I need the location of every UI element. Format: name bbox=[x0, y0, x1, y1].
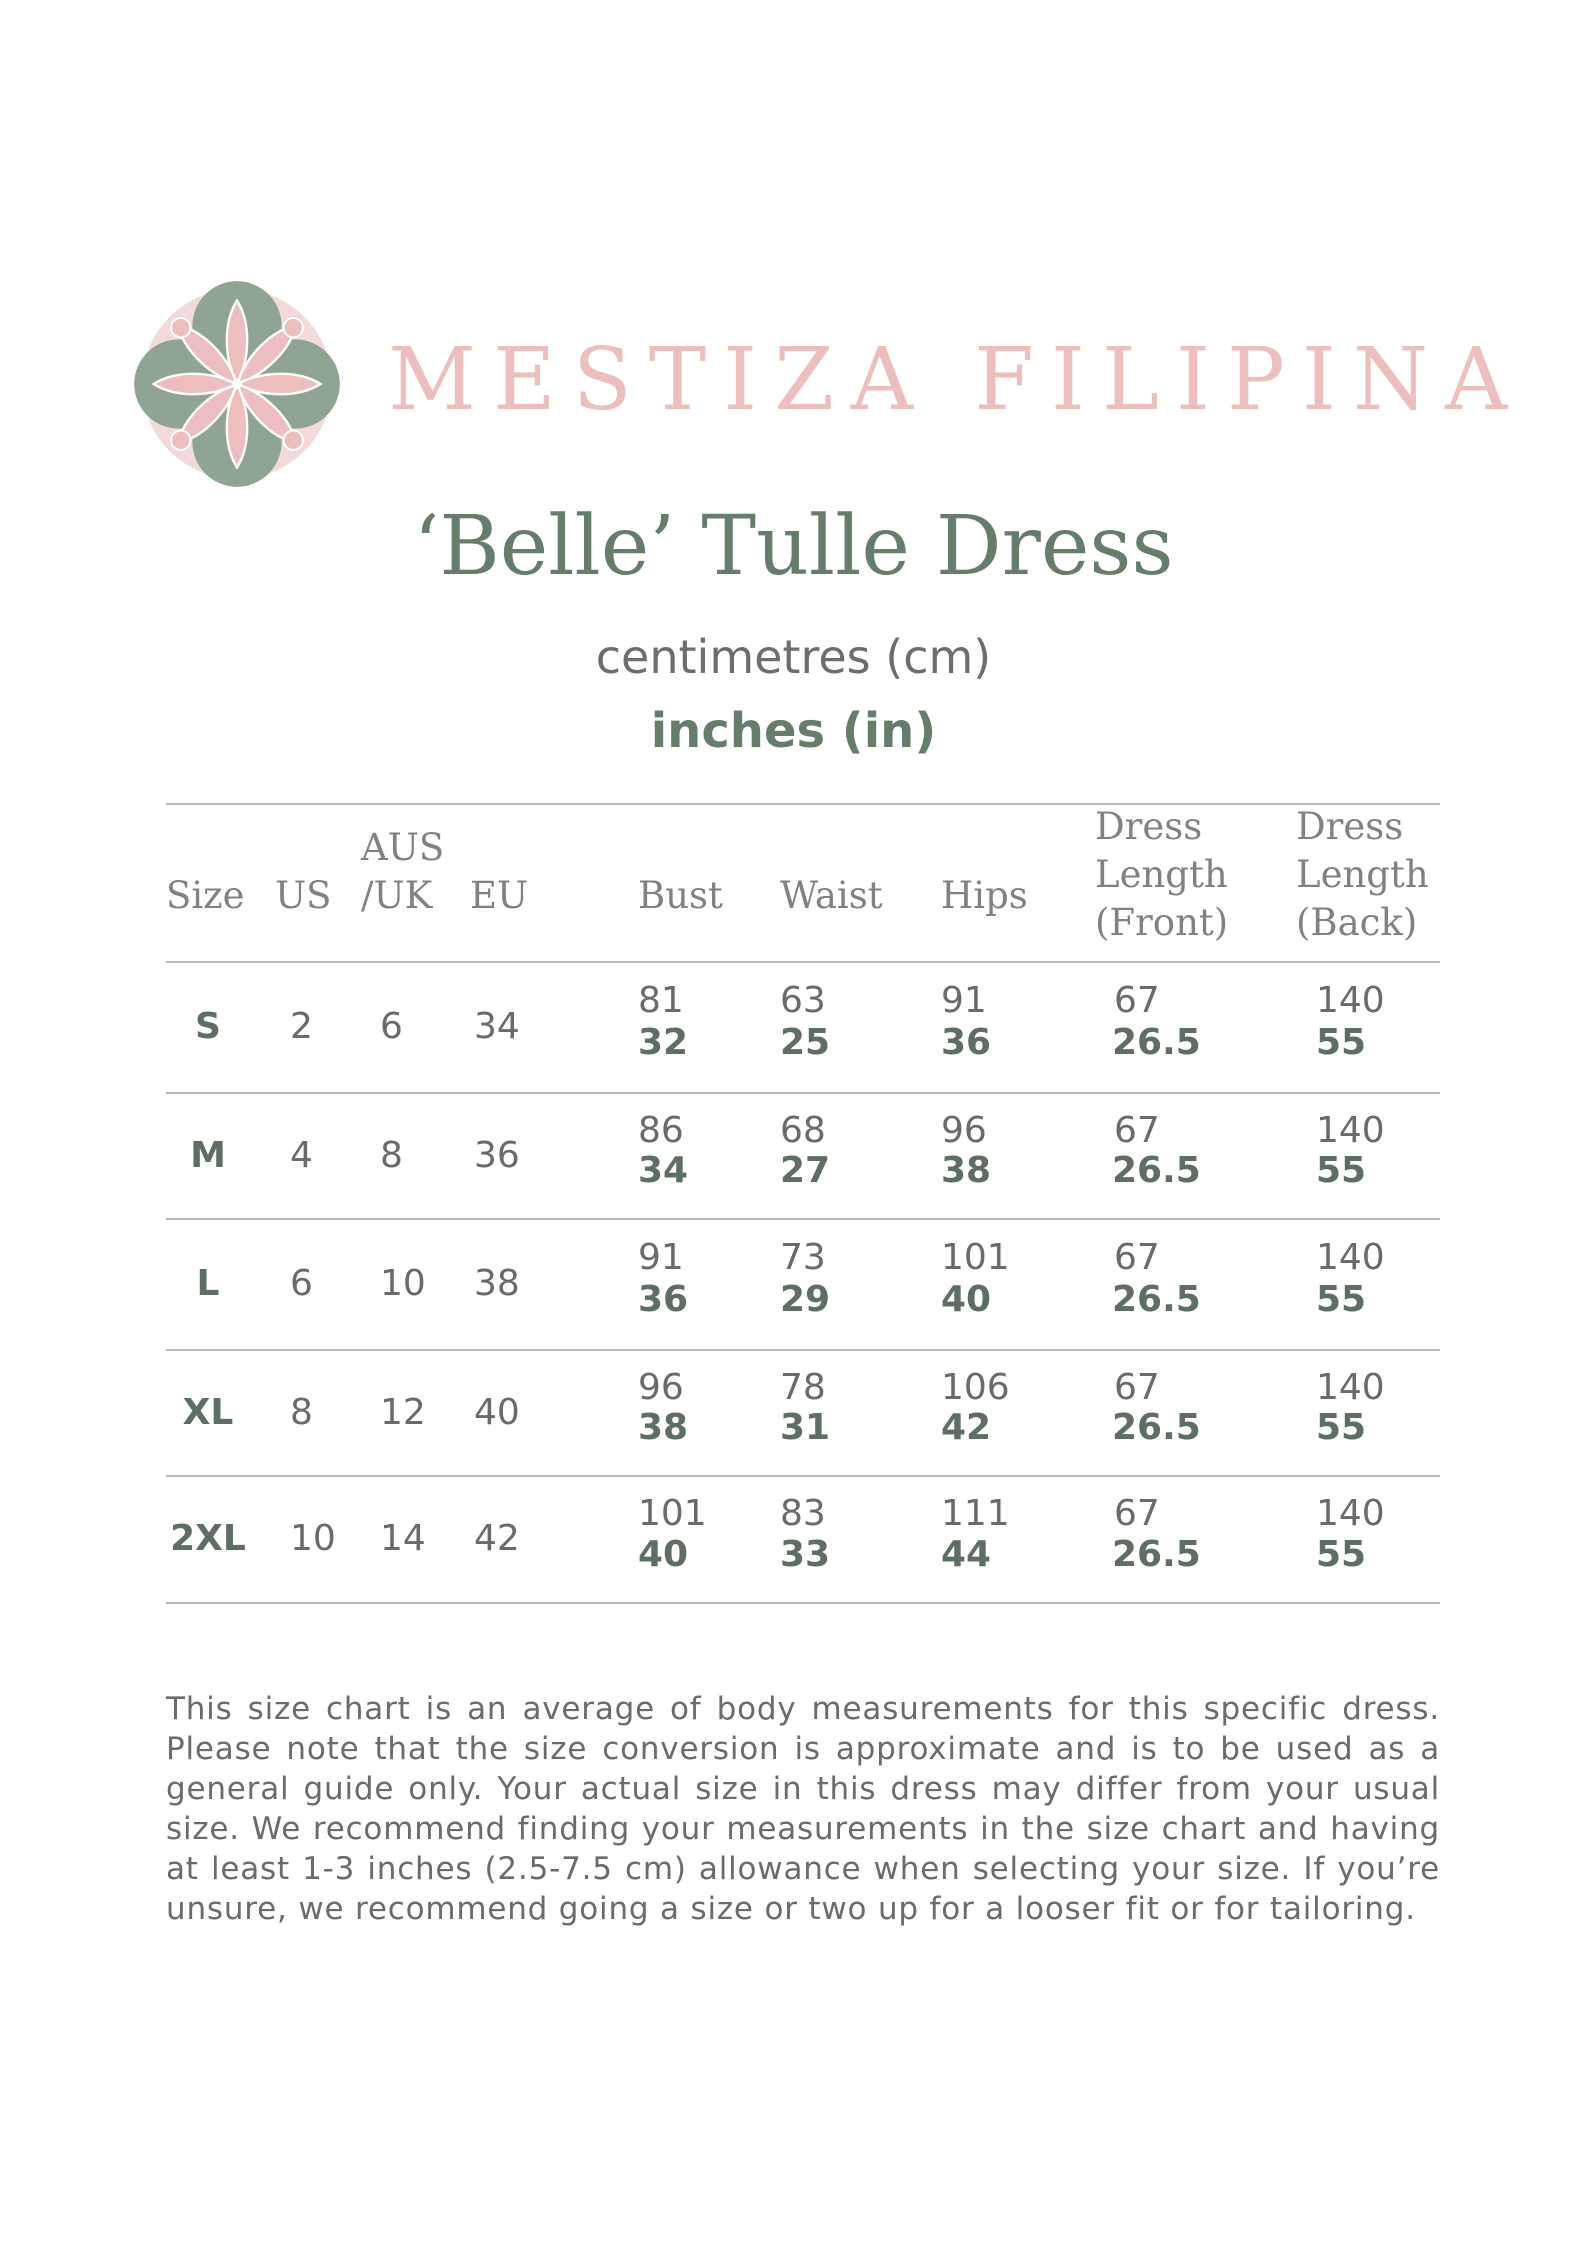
dress-length-back-in: 55 bbox=[1316, 1534, 1367, 1575]
aus-uk-size: 14 bbox=[380, 1518, 426, 1559]
dress-length-front-in: 26.5 bbox=[1112, 1534, 1201, 1575]
unit-in-label: inches (in) bbox=[650, 703, 937, 759]
hips-cm: 106 bbox=[941, 1367, 1010, 1408]
dress-length-front-cm: 67 bbox=[1114, 1493, 1160, 1534]
aus-uk-size: 10 bbox=[380, 1263, 426, 1304]
dress-length-front-in: 26.5 bbox=[1112, 1150, 1201, 1191]
size-note: This size chart is an average of body measurements for this specific dress. Please note that the size conversion is approximate and is to be used as a general guide only. Your actual size in this dress may differ from your usual size. We recommend finding your measurements in the size chart and having at least 1-3 inches (2.5-7.5 cm) allowance when selecting your size. If you’re unsure, we recommend going a size or two up for a looser fit or for tailoring. bbox=[166, 1691, 1440, 1927]
aus-uk-size: 6 bbox=[380, 1006, 403, 1047]
aus-uk-size: 8 bbox=[380, 1135, 403, 1176]
hips-in: 40 bbox=[941, 1279, 992, 1320]
header-dress-length-front: Dress Length (Front) bbox=[1095, 805, 1229, 944]
hips-in: 38 bbox=[941, 1150, 992, 1191]
size-label: 2XL bbox=[170, 1518, 246, 1559]
waist-cm: 78 bbox=[780, 1367, 826, 1408]
dress-length-front-in: 26.5 bbox=[1112, 1022, 1201, 1063]
bust-in: 40 bbox=[638, 1534, 689, 1575]
brand-logo-icon bbox=[140, 287, 334, 481]
hips-in: 44 bbox=[941, 1534, 992, 1575]
hips-cm: 91 bbox=[941, 980, 987, 1021]
row-divider bbox=[166, 1475, 1440, 1477]
bust-cm: 81 bbox=[638, 980, 684, 1021]
unit-cm-label: centimetres (cm) bbox=[595, 630, 992, 684]
bust-cm: 96 bbox=[638, 1367, 684, 1408]
table-bottom-rule bbox=[166, 1602, 1440, 1604]
size-label: L bbox=[196, 1263, 220, 1304]
dress-length-front-cm: 67 bbox=[1114, 1110, 1160, 1151]
size-label: XL bbox=[182, 1392, 234, 1433]
hips-cm: 96 bbox=[941, 1110, 987, 1151]
waist-in: 31 bbox=[780, 1407, 831, 1448]
header-bust: Bust bbox=[638, 874, 723, 917]
dress-length-back-cm: 140 bbox=[1316, 1237, 1385, 1278]
eu-size: 36 bbox=[474, 1135, 520, 1176]
dress-length-front-in: 26.5 bbox=[1112, 1279, 1201, 1320]
row-divider bbox=[166, 1349, 1440, 1351]
waist-in: 33 bbox=[780, 1534, 831, 1575]
bust-cm: 86 bbox=[638, 1110, 684, 1151]
dress-length-back-cm: 140 bbox=[1316, 1110, 1385, 1151]
dress-length-back-in: 55 bbox=[1316, 1407, 1367, 1448]
dress-length-back-in: 55 bbox=[1316, 1022, 1367, 1063]
us-size: 4 bbox=[290, 1135, 313, 1176]
us-size: 2 bbox=[290, 1006, 313, 1047]
header-dress-length-back: Dress Length (Back) bbox=[1296, 805, 1429, 944]
header-eu: EU bbox=[470, 874, 529, 917]
row-divider bbox=[166, 1092, 1440, 1094]
waist-cm: 83 bbox=[780, 1493, 826, 1534]
us-size: 10 bbox=[290, 1518, 336, 1559]
dress-length-front-in: 26.5 bbox=[1112, 1407, 1201, 1448]
waist-cm: 63 bbox=[780, 980, 826, 1021]
bust-in: 36 bbox=[638, 1279, 689, 1320]
waist-in: 29 bbox=[780, 1279, 831, 1320]
bust-cm: 101 bbox=[638, 1493, 707, 1534]
row-divider bbox=[166, 1218, 1440, 1220]
aus-uk-size: 12 bbox=[380, 1392, 426, 1433]
size-label: S bbox=[195, 1006, 221, 1047]
eu-size: 38 bbox=[474, 1263, 520, 1304]
waist-cm: 73 bbox=[780, 1237, 826, 1278]
hips-cm: 101 bbox=[941, 1237, 1010, 1278]
table-header-rule bbox=[166, 961, 1440, 963]
dress-length-back-in: 55 bbox=[1316, 1279, 1367, 1320]
dress-length-back-cm: 140 bbox=[1316, 1367, 1385, 1408]
bust-cm: 91 bbox=[638, 1237, 684, 1278]
dress-length-back-in: 55 bbox=[1316, 1150, 1367, 1191]
page-title: ‘Belle’ Tulle Dress bbox=[413, 499, 1174, 594]
table-top-rule bbox=[166, 803, 1440, 805]
dress-length-front-cm: 67 bbox=[1114, 1367, 1160, 1408]
header-size: Size bbox=[166, 874, 245, 917]
bust-in: 32 bbox=[638, 1022, 689, 1063]
dress-length-front-cm: 67 bbox=[1114, 1237, 1160, 1278]
header-us: US bbox=[275, 874, 332, 917]
size-label: M bbox=[190, 1135, 226, 1176]
hips-in: 42 bbox=[941, 1407, 992, 1448]
bust-in: 34 bbox=[638, 1150, 689, 1191]
header-aus-uk: AUS /UK bbox=[361, 826, 445, 917]
us-size: 6 bbox=[290, 1263, 313, 1304]
header-hips: Hips bbox=[941, 874, 1028, 917]
waist-in: 27 bbox=[780, 1150, 831, 1191]
waist-in: 25 bbox=[780, 1022, 831, 1063]
hips-in: 36 bbox=[941, 1022, 992, 1063]
dress-length-front-cm: 67 bbox=[1114, 980, 1160, 1021]
waist-cm: 68 bbox=[780, 1110, 826, 1151]
dress-length-back-cm: 140 bbox=[1316, 1493, 1385, 1534]
eu-size: 40 bbox=[474, 1392, 520, 1433]
eu-size: 34 bbox=[474, 1006, 520, 1047]
brand-name: MESTIZA FILIPINA bbox=[388, 330, 1525, 430]
us-size: 8 bbox=[290, 1392, 313, 1433]
dress-length-back-cm: 140 bbox=[1316, 980, 1385, 1021]
header-waist: Waist bbox=[780, 874, 883, 917]
hips-cm: 111 bbox=[941, 1493, 1010, 1534]
bust-in: 38 bbox=[638, 1407, 689, 1448]
eu-size: 42 bbox=[474, 1518, 520, 1559]
